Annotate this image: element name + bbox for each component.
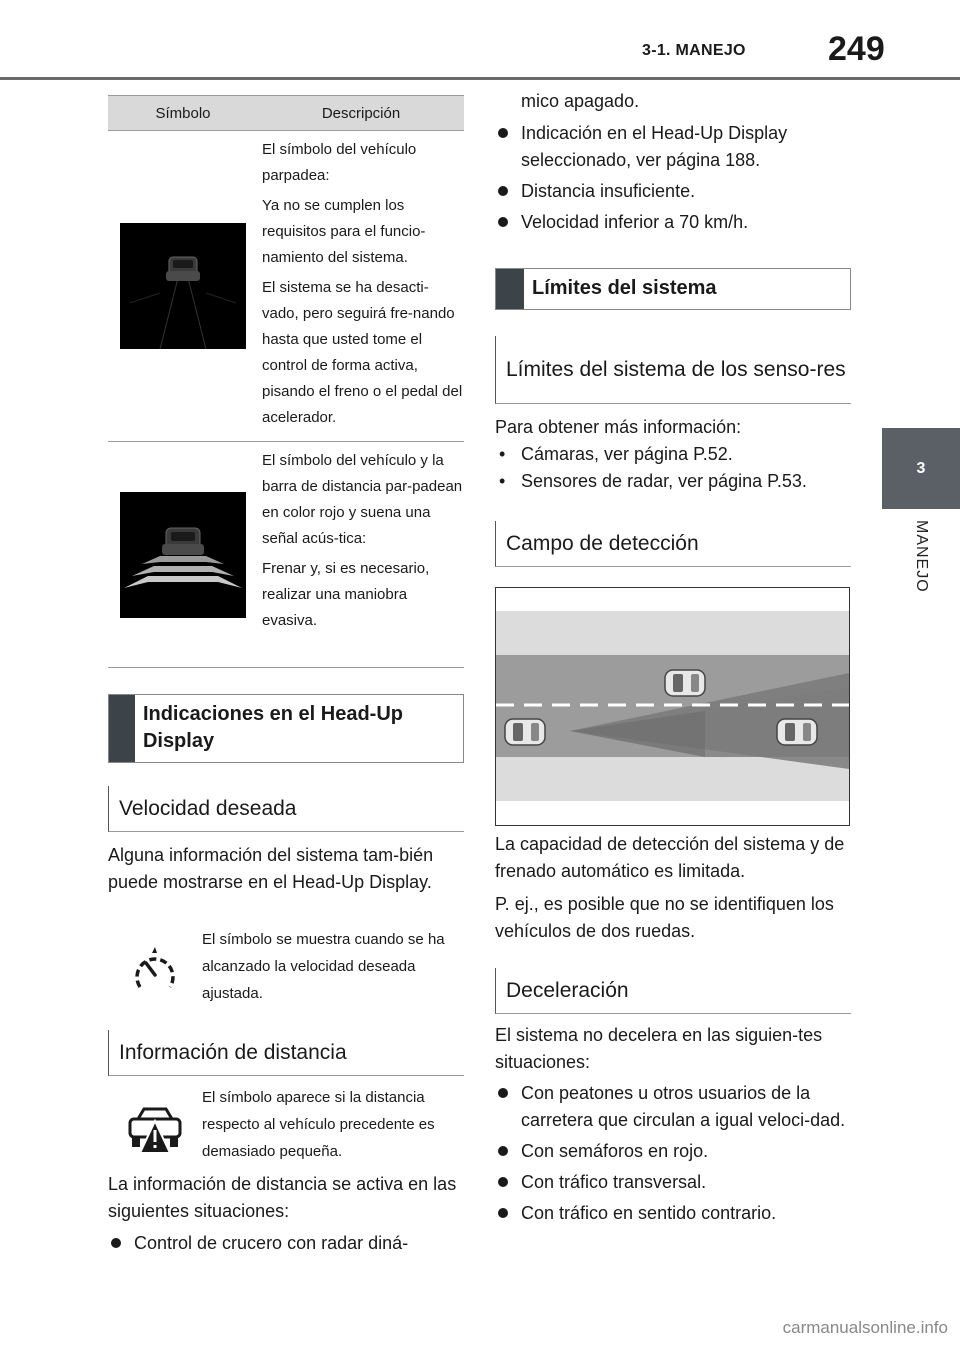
more-info-text: Para obtener más información:	[495, 417, 742, 437]
table-row	[108, 131, 464, 442]
table-header	[108, 95, 464, 131]
speed-symbol-desc: El símbolo se muestra cuando se ha alcanzado la velocidad deseada ajustada.	[202, 931, 445, 1002]
col-description: Descripción	[321, 104, 401, 122]
distance-bar-symbol	[120, 492, 246, 618]
distance-symbol-desc: El símbolo aparece si la distancia respecto al vehículo precedente es demasiado pequeña.	[202, 1089, 435, 1160]
distance-active-text: La información de distancia se activa en las siguientes situaciones:	[108, 1174, 457, 1221]
table-row	[108, 442, 464, 668]
list-item: • Sensores de radar, ver página P.53.	[495, 468, 851, 495]
list-item: Distancia insuficiente.	[495, 178, 851, 205]
row1-text-2: Ya no se cumplen los requisitos para el funcio-namiento del sistema.	[262, 197, 426, 266]
distance-info-subheading: Información de distancia	[108, 1030, 464, 1076]
left-bullet-list	[108, 1230, 464, 1261]
detection-field-diagram	[495, 587, 850, 826]
chapter-tab[interactable]: 3	[882, 428, 960, 509]
example-text: P. ej., es posible que no se identifiquen los vehículos de dos ruedas.	[495, 894, 834, 941]
col-symbol: Símbolo	[155, 104, 211, 122]
sensor-limits-subheading: Límites del sistema de los senso-res	[495, 336, 851, 404]
watermark: carmanualsonline.info	[782, 1318, 948, 1337]
row1-text-1: El símbolo del vehículo parpadea:	[262, 141, 417, 184]
detection-field-subheading: Campo de detección	[495, 521, 851, 567]
distance-warning-icon	[126, 1105, 184, 1155]
capacity-text: La capacidad de detección del sistema y de frenado automático es limitada.	[495, 834, 845, 881]
deceleration-subheading: Deceleración	[495, 968, 851, 1014]
row2-text-1: El símbolo del vehículo y la barra de distancia par-padean en color rojo y suena una señal acús-tica:	[262, 452, 463, 547]
hud-intro: Alguna información del sistema tam-bién puede mostrarse en el Head-Up Display.	[108, 845, 434, 892]
ego-car	[777, 719, 817, 745]
symbol-table	[108, 95, 464, 668]
vehicle-blink-symbol	[120, 223, 246, 349]
system-limits-heading: Límites del sistema	[495, 268, 851, 310]
header-rule	[0, 77, 960, 80]
more-info-list	[495, 441, 851, 495]
list-item: Con tráfico en sentido contrario.	[495, 1200, 851, 1227]
list-item: Velocidad inferior a 70 km/h.	[495, 209, 851, 236]
chapter-label: MANEJO	[913, 520, 930, 593]
list-item: Con peatones u otros usuarios de la carretera que circulan a igual veloci-dad.	[495, 1080, 851, 1134]
detection-capacity-text	[495, 831, 851, 951]
row1-text-3: El sistema se ha desacti-vado, pero seguirá fre-nando hasta que usted tome el control de forma activa, pisando el freno o el pedal del acelerador.	[262, 279, 463, 426]
hud-heading: Indicaciones en el Head-Up Display	[108, 694, 464, 763]
bullet-continuation: mico apagado.	[521, 91, 640, 111]
speedometer-icon	[130, 945, 180, 997]
list-item: Indicación en el Head-Up Display seleccionado, ver página 188.	[495, 120, 851, 174]
desired-speed-subheading: Velocidad deseada	[108, 786, 464, 832]
list-item: Control de crucero con radar diná-	[108, 1230, 464, 1257]
list-item: Con tráfico transversal.	[495, 1169, 851, 1196]
row2-text-2: Frenar y, si es necesario, realizar una maniobra evasiva.	[262, 560, 430, 629]
car-left	[505, 719, 545, 745]
car-ahead	[665, 670, 705, 696]
right-top-bullets	[495, 120, 851, 240]
section-title: 3-1. MANEJO	[642, 42, 746, 59]
page-number: 249	[828, 30, 885, 68]
list-item: • Cámaras, ver página P.52.	[495, 441, 851, 468]
list-item: Con semáforos en rojo.	[495, 1138, 851, 1165]
deceleration-list	[495, 1080, 851, 1231]
deceleration-intro: El sistema no decelera en las siguien-tes situaciones:	[495, 1025, 823, 1072]
